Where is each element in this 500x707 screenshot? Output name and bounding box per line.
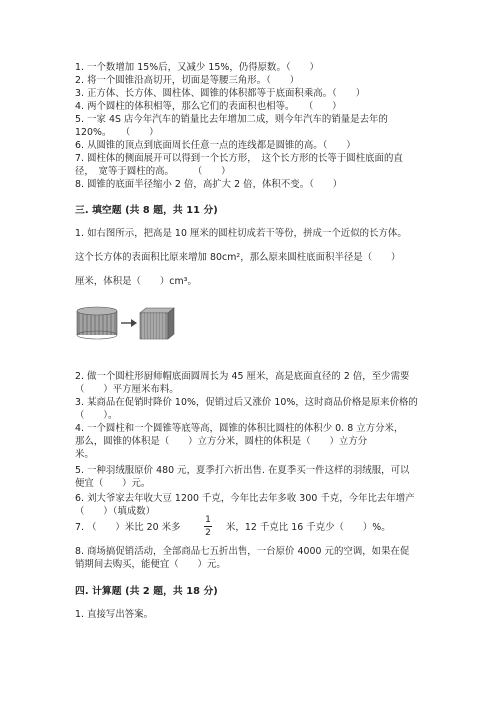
judge-q4: 4. 两个圆柱的体积相等，那么它们的表面积也相等。 （ ）	[75, 101, 342, 112]
fill-q1-line3: 厘米，体积是（ ）cm³。	[75, 276, 197, 287]
cuboid-shape	[140, 308, 174, 339]
judge-q7-line1: 7. 圆柱体的侧面展开可以得到一个长方形， 这个长方形的长等于圆柱底面的直	[75, 153, 403, 164]
fill-q4-line1: 4. 一个圆柱和一个圆锥等底等高，圆锥的体积比圆柱的体积少 0. 8 立方分米，	[75, 423, 404, 434]
fill-section-heading: 三. 填空题 (共 8 题，共 11 分)	[75, 205, 218, 216]
fill-q6-line2: （ ）（填成数）	[75, 506, 156, 517]
calc-q1: 1. 直接写出答案。	[75, 609, 154, 620]
fill-q6-line1: 6. 刘大爷家去年收大豆 1200 千克，今年比去年多收 300 千克，今年比去年增产	[75, 493, 415, 504]
fill-q3-line2: （ ）。	[75, 410, 118, 421]
fill-q7-part1: 7. （ ）米比 20 米多	[75, 522, 181, 533]
fill-q8-line2: 销期间去购买，能便宜（ ）元。	[75, 559, 226, 570]
fill-q8-line1: 8. 商场搞促销活动，全部商品七五折出售，一台原价 4000 元的空调，如果在促	[75, 546, 410, 557]
fraction-numerator: 1	[205, 515, 211, 525]
fill-q5-line2: 便宜（ ）元。	[75, 478, 151, 489]
judge-q5-line1: 5. 一家 4S 店今年汽车的销量比去年增加二成，则今年汽车的销量是去年的	[75, 114, 388, 125]
fill-q1-line1: 1. 如右图所示，把高是 10 厘米的圆柱切成若干等份，拼成一个近似的长方体。	[75, 228, 407, 239]
judge-q1: 1. 一个数增加 15%后，又减少 15%，仍得原数。（ ）	[75, 62, 319, 73]
judge-q2: 2. 将一个圆锥沿高切开，切面是等腰三角形。（ ）	[75, 75, 300, 86]
fraction-denominator: 2	[205, 528, 211, 538]
judge-q3: 3. 正方体、长方体、圆柱体、圆锥的体积都等于底面积乘高。（ ）	[75, 88, 366, 99]
fill-q3-line1: 3. 某商品在促销时降价 10%，促销过后又涨价 10%，这时商品价格是原来价格的	[75, 397, 418, 408]
judge-q5-line2: 120%。 （ ）	[75, 127, 159, 138]
fill-q4-line2: 那么，圆锥的体积是（ ）立方分米，圆柱的体积是（ ）立方分	[75, 436, 368, 447]
judge-q7-line2: 径， 宽等于圆柱的高。 （ ）	[75, 166, 231, 177]
fill-q5-line1: 5. 一种羽绒服原价 480 元，夏季打六折出售. 在夏季买一件这样的羽绒服，可以	[75, 465, 410, 476]
fraction-one-half	[204, 515, 212, 538]
calc-section-heading: 四. 计算题 (共 2 题，共 18 分)	[75, 586, 218, 597]
fill-q2-line2: （ ）平方厘米布料。	[75, 384, 179, 395]
judge-q8: 8. 圆锥的底面半径缩小 2 倍，高扩大 2 倍，体积不变。（ ）	[75, 179, 343, 190]
cylinder-to-cuboid-figure	[76, 305, 176, 341]
fill-q1-line2: 这个长方体的表面积比原来增加 80cm²，那么原来圆柱底面积半径是（ ）	[75, 252, 401, 263]
arrow-right-icon	[121, 319, 137, 327]
fill-q2-line1: 2. 做一个圆柱形厨师帽底面圆周长为 45 厘米，高是底面直径的 2 倍，至少需要	[75, 371, 410, 382]
judge-q6: 6. 从圆锥的顶点到底面周长任意一点的连线都是圆锥的高。（ ）	[75, 140, 356, 151]
fill-q7-part2: 米，12 千克比 16 千克少（ ）%。	[226, 522, 391, 533]
fraction-bar	[204, 526, 212, 527]
cylinder-shape	[77, 307, 117, 339]
fill-q4-line3: 米。	[75, 449, 94, 460]
